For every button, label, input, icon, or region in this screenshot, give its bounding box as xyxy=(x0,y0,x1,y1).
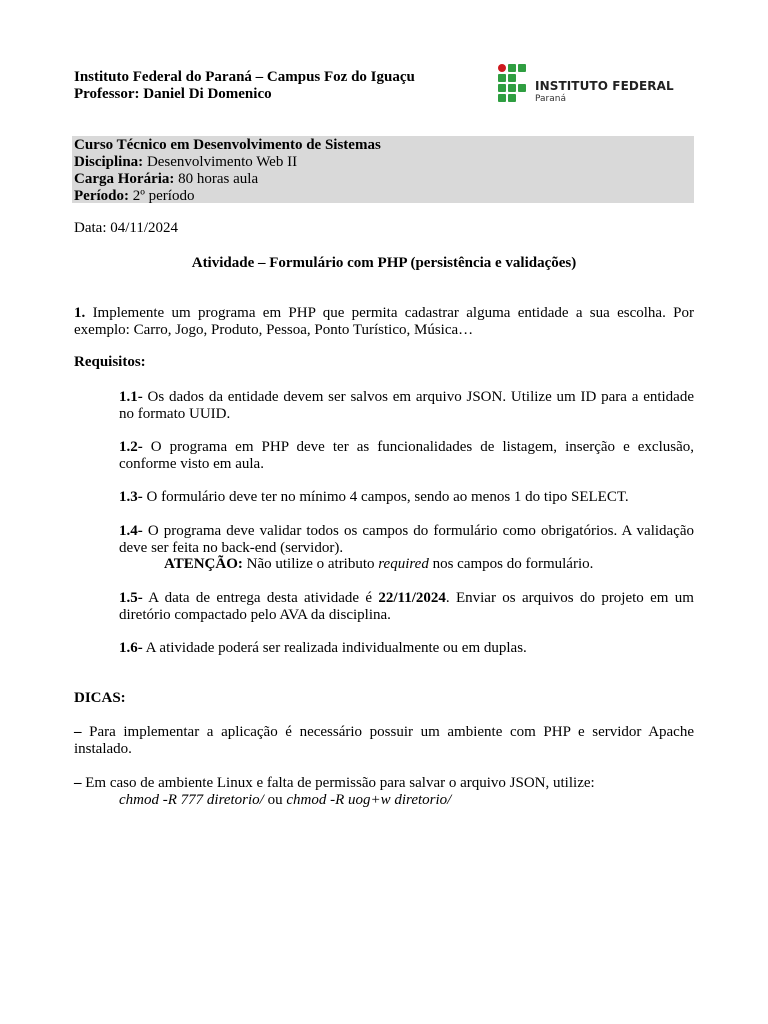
tip-item xyxy=(74,724,694,758)
requirement-item xyxy=(119,439,694,473)
discipline-row xyxy=(74,154,381,171)
course-info-box xyxy=(72,136,694,203)
requirement-number: 1.3- xyxy=(119,489,143,505)
requirement-text: O programa em PHP deve ter as funcionalidades de listagem, inserção e exclusão, conforme visto em aula. xyxy=(119,439,694,472)
requirement-item xyxy=(119,389,694,423)
period-row xyxy=(74,188,381,205)
course-name: Curso Técnico em Desenvolvimento de Sistemas xyxy=(74,137,381,153)
tip-dash: – xyxy=(74,775,82,791)
workload-row xyxy=(74,171,381,188)
requirement-number: 1.5- xyxy=(119,590,143,606)
period-value: 2º período xyxy=(128,188,195,204)
attention-note xyxy=(164,556,593,573)
attention-text-end: nos campos do formulário. xyxy=(428,556,594,572)
requirement-item xyxy=(119,590,694,624)
requirement-text: Os dados da entidade devem ser salvos em arquivo JSON. Utilize um ID para a entidade no formato UUID. xyxy=(119,389,694,422)
requirement-number: 1.2- xyxy=(119,439,143,455)
workload-value: 80 horas aula xyxy=(174,171,259,187)
requirement-text: O programa deve validar todos os campos do formulário como obrigatórios. A validação deve ser feita no back-end (servidor). xyxy=(119,523,694,556)
workload-label: Carga Horária: xyxy=(74,171,175,187)
requirement-item xyxy=(119,489,694,506)
due-date: 22/11/2024 xyxy=(378,590,446,606)
tips-heading: DICAS: xyxy=(74,690,126,706)
tip-text: Para implementar a aplicação é necessário possuir um ambiente com PHP e servidor Apache instalado. xyxy=(74,724,694,757)
command-one: chmod -R 777 diretorio/ xyxy=(119,792,264,808)
requirement-text: O formulário deve ter no mínimo 4 campos, sendo ao menos 1 do tipo SELECT. xyxy=(142,489,629,505)
attention-text: Não utilize o atributo xyxy=(242,556,379,572)
question-text: Implemente um programa em PHP que permita cadastrar alguma entidade a sua escolha. Por exemplo: Carro, Jogo, Produto, Pessoa, Ponto Turístico, Música… xyxy=(74,305,694,338)
requirement-item xyxy=(119,640,694,657)
discipline-label: Disciplina: xyxy=(74,154,144,170)
tip-dash: – xyxy=(74,724,82,740)
date-line: Data: 04/11/2024 xyxy=(74,220,179,236)
activity-title: Atividade – Formulário com PHP (persistência e validações) xyxy=(191,255,577,271)
tip-text: Em caso de ambiente Linux e falta de permissão para salvar o arquivo JSON, utilize: xyxy=(81,775,595,791)
requirement-text-end: . Enviar os arquivos do projeto em um diretório compactado pelo AVA da disciplina. xyxy=(119,590,694,623)
requirement-text: A data de entrega desta atividade é xyxy=(142,590,379,606)
requirement-text: A atividade poderá ser realizada individualmente ou em duplas. xyxy=(142,640,527,656)
command-connector: ou xyxy=(263,792,287,808)
institution-name: Instituto Federal do Paraná – Campus Foz do Iguaçu xyxy=(74,69,415,85)
command-two: chmod -R uog+w diretorio/ xyxy=(286,792,452,808)
logo-mark-icon xyxy=(498,64,530,104)
logo-title: INSTITUTO FEDERAL xyxy=(535,79,674,93)
question-number: 1. xyxy=(74,305,86,321)
requirements-heading: Requisitos: xyxy=(74,354,146,370)
header-block xyxy=(74,69,415,103)
attention-required-word: required xyxy=(378,556,429,572)
requirement-number: 1.4- xyxy=(119,523,143,539)
requirement-number: 1.1- xyxy=(119,389,143,405)
requirement-number: 1.6- xyxy=(119,640,143,656)
logo-subtitle: Paraná xyxy=(535,94,566,104)
question-paragraph xyxy=(74,305,694,339)
discipline-value: Desenvolvimento Web II xyxy=(143,154,298,170)
tip-item xyxy=(74,775,595,792)
institution-logo xyxy=(498,64,674,106)
requirement-item xyxy=(119,523,694,557)
chmod-commands xyxy=(119,792,451,809)
attention-label: ATENÇÃO: xyxy=(164,556,243,572)
professor-name: Professor: Daniel Di Domenico xyxy=(74,86,272,102)
period-label: Período: xyxy=(74,188,129,204)
